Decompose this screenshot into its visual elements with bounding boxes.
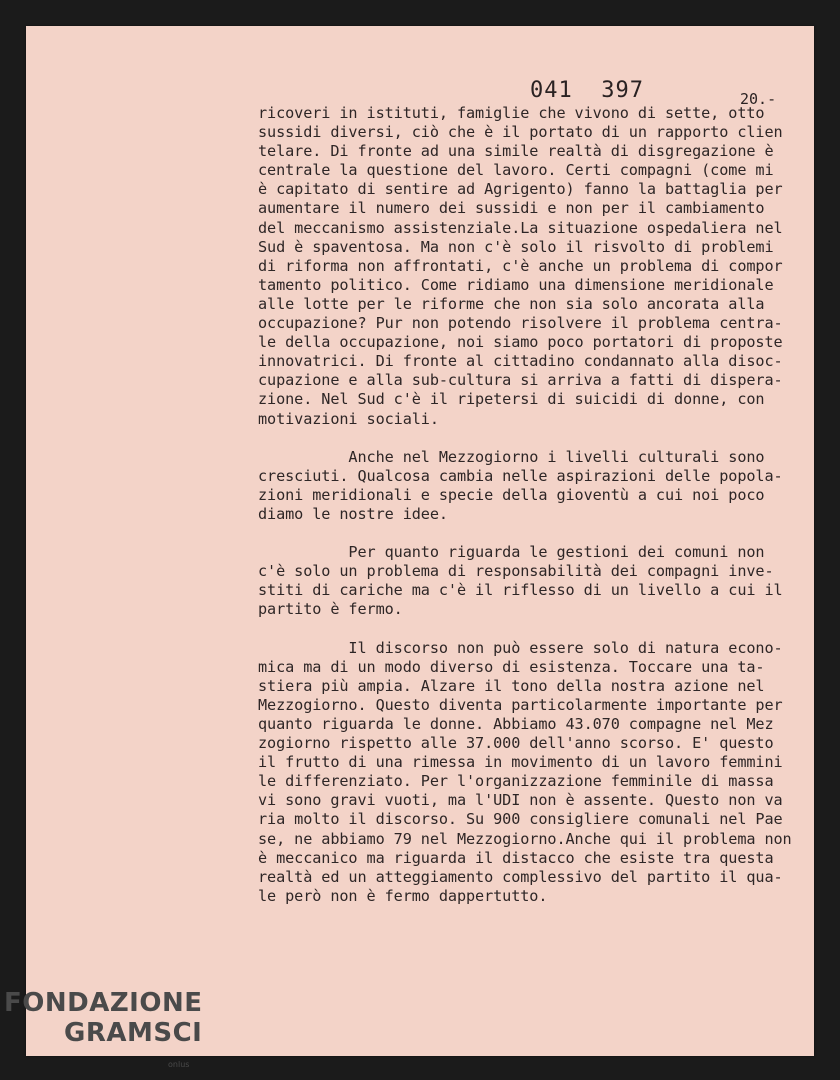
text-line: stiti di cariche ma c'è il riflesso di un livello a cui il	[258, 581, 783, 600]
text-line: zione. Nel Sud c'è il ripetersi di suicidi di donne, con	[258, 390, 765, 409]
text-line: telare. Di fronte ad una simile realtà di disgregazione è	[258, 142, 774, 161]
archive-number: 041 397	[530, 78, 644, 103]
paragraph-gap	[258, 524, 814, 543]
paragraph-2	[258, 448, 814, 524]
paragraph-4	[258, 639, 814, 906]
watermark-line-2: GRAMSCI	[64, 1018, 203, 1048]
text-line: innovatrici. Di fronte al cittadino condannato alla disoc-	[258, 352, 783, 371]
watermark-sub: onlus	[168, 1060, 190, 1069]
text-line: il frutto di una rimessa in movimento di un lavoro femmini	[258, 753, 783, 772]
text-line: cresciuti. Qualcosa cambia nelle aspirazioni delle popola-	[258, 466, 783, 485]
text-line: le differenziato. Per l'organizzazione femminile di massa	[258, 772, 774, 791]
text-line: se, ne abbiamo 79 nel Mezzogiorno.Anche qui il problema non	[258, 829, 792, 848]
paragraph-gap	[258, 620, 814, 639]
watermark-line-1: FONDAZIONE	[4, 988, 203, 1018]
text-line: occupazione? Pur non potendo risolvere il problema centra-	[258, 314, 783, 333]
text-line: Mezzogiorno. Questo diventa particolarmente importante per	[258, 695, 783, 714]
text-line: quanto riguarda le donne. Abbiamo 43.070 compagne nel Mez	[258, 715, 774, 733]
text-line: diamo le nostre idee.	[258, 504, 448, 523]
text-line: Sud è spaventosa. Ma non c'è solo il risvolto di problemi	[258, 237, 774, 256]
text-line: alle lotte per le riforme che non sia solo ancorata alla	[258, 294, 765, 313]
text-line: ricoveri in istituti, famiglie che vivono di sette, otto	[258, 104, 765, 122]
text-line: Per quanto riguarda le gestioni dei comuni non	[258, 543, 765, 562]
paragraph-gap	[258, 429, 814, 448]
text-line: ria molto il discorso. Su 900 consigliere comunali nel Pae	[258, 810, 783, 829]
text-line: è meccanico ma riguarda il distacco che esiste tra questa	[258, 848, 774, 867]
text-line: Il discorso non può essere solo di natura econo-	[258, 638, 783, 657]
text-line: Anche nel Mezzogiorno i livelli culturali sono	[258, 447, 765, 466]
text-line: zogiorno rispetto alle 37.000 dell'anno scorso. E' questo	[258, 734, 774, 753]
text-line: cupazione e alla sub-cultura si arriva a fatti di dispera-	[258, 371, 783, 390]
text-line: c'è solo un problema di responsabilità dei compagni inve-	[258, 562, 774, 581]
paragraph-1	[258, 104, 814, 429]
text-line: stiera più ampia. Alzare il tono della nostra azione nel	[258, 676, 765, 695]
text-line: vi sono gravi vuoti, ma l'UDI non è assente. Questo non va	[258, 791, 783, 810]
text-line: del meccanismo assistenziale.La situazione ospedaliera nel	[258, 218, 783, 237]
paragraph-3	[258, 543, 814, 619]
text-line: mica ma di un modo diverso di esistenza. Toccare una ta-	[258, 657, 765, 676]
text-line: tamento politico. Come ridiamo una dimensione meridionale	[258, 275, 774, 294]
page-number: 20.-	[740, 90, 777, 108]
text-line: sussidi diversi, ciò che è il portato di un rapporto clien	[258, 123, 783, 142]
text-line: le della occupazione, noi siamo poco portatori di proposte	[258, 333, 783, 352]
text-line: aumentare il numero dei sussidi e non per il cambiamento	[258, 199, 765, 218]
fondazione-gramsci-watermark	[4, 988, 203, 1069]
text-line: centrale la questione del lavoro. Certi compagni (come mi	[258, 161, 774, 180]
text-line: motivazioni sociali.	[258, 409, 439, 428]
text-line: partito è fermo.	[258, 600, 403, 619]
text-line: è capitato di sentire ad Agrigento) fanno la battaglia per	[258, 180, 783, 199]
text-line: realtà ed un atteggiamento complessivo del partito il qua-	[258, 867, 783, 886]
text-line: di riforma non affrontati, c'è anche un problema di compor	[258, 256, 783, 275]
text-line: zioni meridionali e specie della gioventù a cui noi poco	[258, 485, 765, 504]
text-line: le però non è fermo dappertutto.	[258, 886, 548, 905]
document-body	[258, 104, 814, 906]
